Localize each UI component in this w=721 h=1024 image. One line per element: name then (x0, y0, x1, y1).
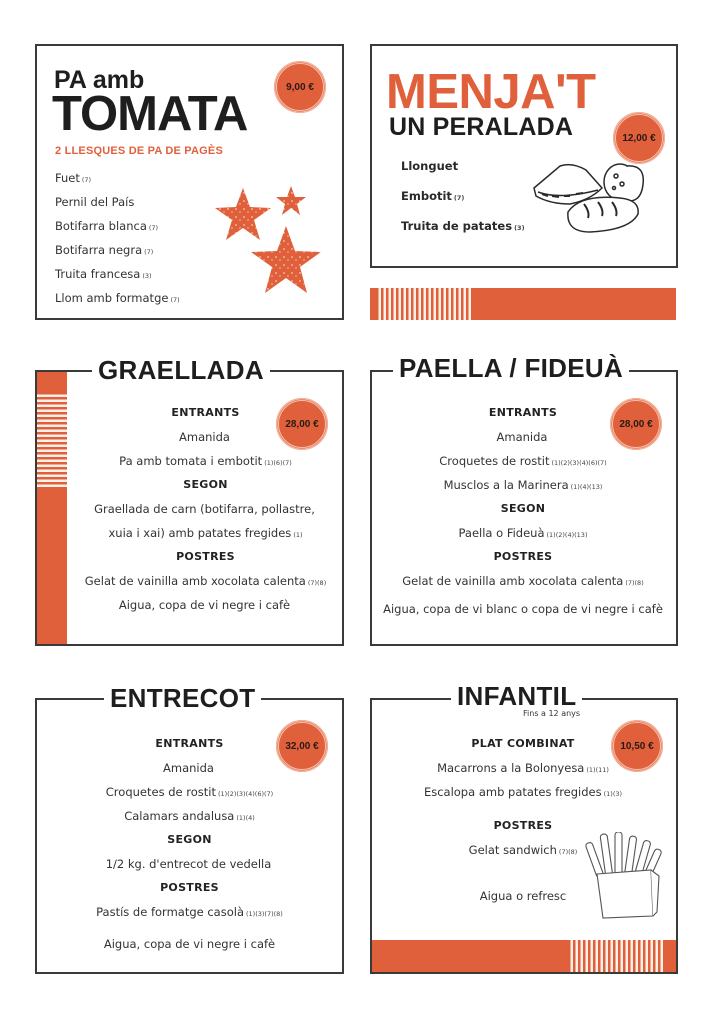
list-item: Llonguet (401, 159, 459, 173)
list-item: Amanida (496, 430, 548, 444)
list-item: Truita de patates (3) (401, 219, 525, 233)
list-item: Pa amb tomata i embotit (1)(6)(7) (119, 454, 292, 468)
course-heading: ENTRANTS (488, 406, 558, 419)
list-item: Croquetes de rostit (1)(2)(3)(4)(6)(7) (105, 785, 274, 799)
graellada-side-stripe (37, 372, 67, 644)
menjat-title-line1: MENJA'T (386, 65, 596, 119)
price-badge-menjat-peralada: 12,00 € (613, 112, 665, 164)
graellada-menu (67, 401, 344, 617)
list-item: Pernil del País (55, 195, 135, 209)
price-badge-infantil: 10,50 € (611, 720, 663, 772)
bread-sausage-illustration (530, 160, 650, 240)
peralada-title-line2: UN PERALADA (389, 113, 574, 141)
course-heading: POSTRES (493, 819, 553, 832)
list-item: 1/2 kg. d'entrecot de vedella (105, 857, 272, 871)
decorative-stripe-bar (372, 940, 676, 972)
list-item: xuia i xai) amb patates fregides (1) (108, 526, 303, 540)
infantil-age-note: Fins a 12 anys (523, 709, 581, 718)
list-item: Amanida (163, 761, 214, 775)
course-heading: SEGON (500, 502, 546, 515)
paella-title: PAELLA / FIDEUÀ (393, 353, 629, 383)
tomata-title-line2: TOMATA (52, 87, 248, 141)
infantil-title: INFANTIL (451, 681, 582, 711)
list-item: Botifarra negra (7) (55, 243, 154, 257)
drinks-line: Aigua, copa de vi negre i cafè (103, 937, 276, 951)
stars-icon (210, 182, 325, 302)
list-item: Amanida (179, 430, 230, 444)
price-badge-entrecot: 32,00 € (276, 720, 328, 772)
course-heading: ENTRANTS (155, 737, 224, 750)
list-item: Musclos a la Marinera (1)(4)(13) (443, 478, 603, 492)
list-item: Gelat de vainilla amb xocolata calenta (7)(8) (402, 574, 644, 588)
course-heading: SEGON (167, 833, 212, 846)
list-item: Calamars andalusa (1)(4) (124, 809, 255, 823)
list-item: Graellada de carn (botifarra, pollastre, (94, 502, 315, 516)
list-item: Fuet (7) (55, 171, 92, 185)
drinks-line: Aigua, copa de vi blanc o copa de vi negre i cafè (383, 602, 663, 616)
list-item: Llom amb formatge (7) (55, 291, 180, 305)
graellada-title: GRAELLADA (92, 355, 270, 385)
course-heading: SEGON (183, 478, 228, 491)
price-badge-graellada: 28,00 € (276, 398, 328, 450)
list-item: Macarrons a la Bolonyesa (1)(11) (437, 761, 609, 775)
list-item: Escalopa amb patates fregides (1)(3) (423, 785, 623, 799)
drinks-line: Aigua o refresc (479, 889, 567, 903)
course-heading: POSTRES (176, 550, 235, 563)
decorative-stripe-bar (370, 288, 676, 320)
course-heading: ENTRANTS (171, 406, 240, 419)
course-heading: POSTRES (493, 550, 553, 563)
pa-amb-title-line1: PA amb (54, 66, 145, 94)
course-heading: PLAT COMBINAT (471, 737, 575, 750)
course-heading: POSTRES (160, 881, 219, 894)
list-item: Truita francesa (3) (55, 267, 152, 281)
list-item: Embotit (7) (401, 189, 465, 203)
pa-amb-tomata-item-list (55, 166, 180, 310)
list-item: Pastís de formatge casolà (1)(3)(7)(8) (96, 905, 283, 919)
price-badge-paella: 28,00 € (610, 398, 662, 450)
menjat-peralada-item-list (401, 154, 525, 244)
french-fries-illustration (585, 832, 665, 922)
list-item: Aigua, copa de vi negre i cafè (118, 598, 291, 612)
list-item: Botifarra blanca (7) (55, 219, 159, 233)
list-item: Gelat de vainilla amb xocolata calenta (7)(8) (84, 574, 327, 588)
list-item: Croquetes de rostit (1)(2)(3)(4)(6)(7) (439, 454, 607, 468)
price-badge-pa-amb-tomata: 9,00 € (274, 61, 326, 113)
list-item: Paella o Fideuà (1)(2)(4)(13) (458, 526, 588, 540)
list-item: Gelat sandwich (7)(8) (468, 843, 578, 857)
paella-menu (370, 401, 676, 621)
pa-amb-tomata-subtitle: 2 LLESQUES DE PA DE PAGÈS (55, 145, 223, 157)
entrecot-title: ENTRECOT (104, 683, 261, 713)
entrecot-menu (35, 732, 344, 956)
